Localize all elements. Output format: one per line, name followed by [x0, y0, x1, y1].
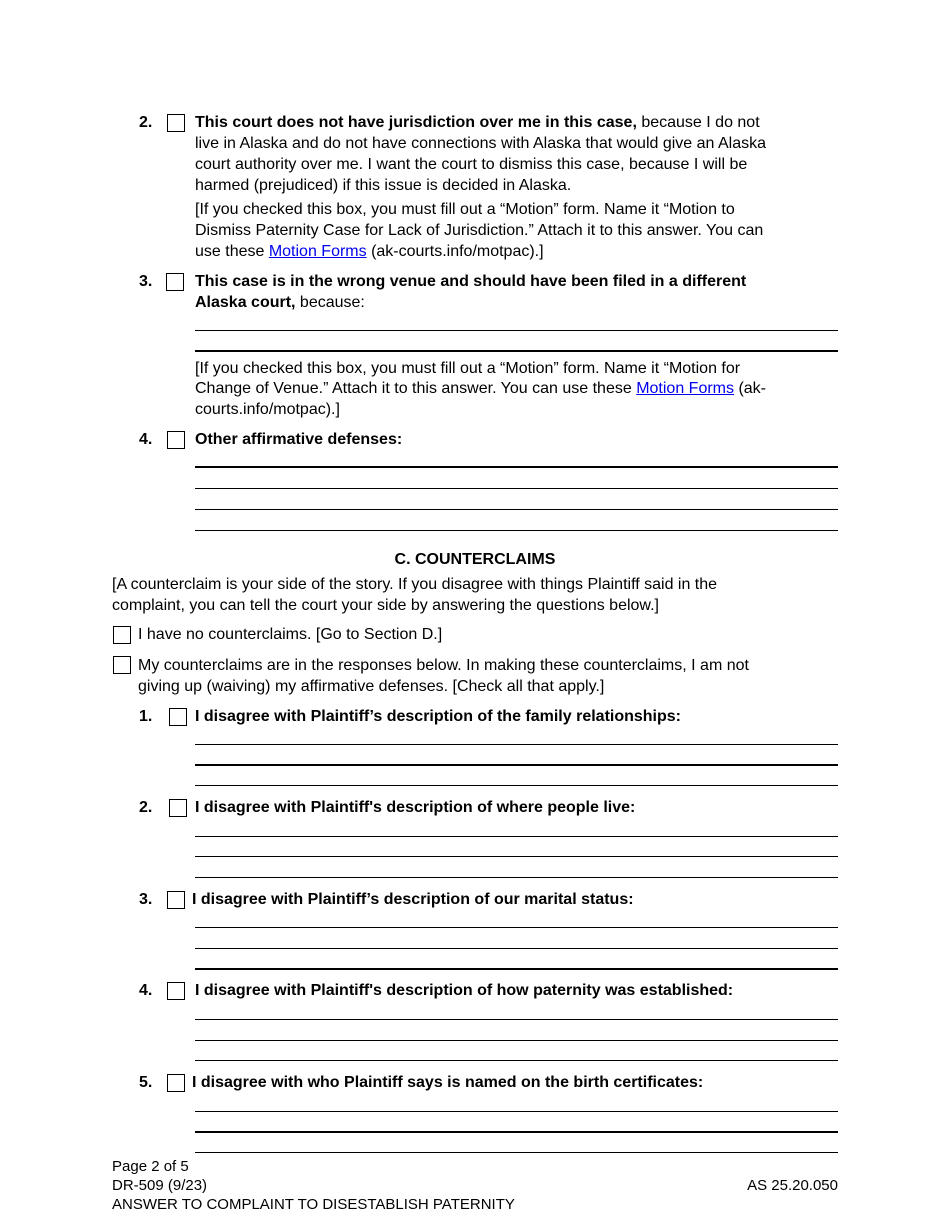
- answer-line[interactable]: [195, 1131, 838, 1133]
- statute-reference: AS 25.20.050: [747, 1177, 838, 1194]
- answer-line[interactable]: [195, 1040, 838, 1041]
- answer-line[interactable]: [195, 1111, 838, 1112]
- text-line: because I do not: [636, 114, 760, 131]
- jurisdiction-bold: This court does not have jurisdiction over me in this case,: [195, 114, 637, 131]
- form-number: DR-509 (9/23): [112, 1177, 208, 1194]
- note-line: [195, 241, 544, 262]
- page-number: Page 2 of 5: [112, 1158, 189, 1175]
- my-counterclaims-label: giving up (waiving) my affirmative defenses. [Check all that apply.]: [138, 678, 605, 695]
- answer-line[interactable]: [195, 968, 838, 970]
- item-number: 2.: [139, 114, 153, 131]
- item-number: 1.: [139, 708, 153, 725]
- text-line: court authority over me. I want the court to dismiss this case, because I will be: [195, 156, 748, 173]
- my-counterclaims-label: My counterclaims are in the responses below. In making these counterclaims, I am not: [138, 657, 749, 674]
- answer-line[interactable]: [195, 948, 838, 949]
- answer-line[interactable]: [195, 1019, 838, 1020]
- no-counterclaims-checkbox[interactable]: [113, 626, 131, 644]
- answer-line[interactable]: [195, 530, 838, 531]
- answer-line[interactable]: [195, 856, 838, 857]
- counterclaim-checkbox[interactable]: [169, 799, 187, 817]
- note-line: Dismiss Paternity Case for Lack of Jurisdiction.” Attach it to this answer. You can: [195, 222, 764, 239]
- note-text: Change of Venue.” Attach it to this answer. You can use these: [195, 380, 637, 397]
- my-counterclaims-checkbox[interactable]: [113, 656, 131, 674]
- other-defenses-label: Other affirmative defenses:: [195, 431, 403, 448]
- counterclaim-label: I disagree with Plaintiff’s description of the family relationships:: [195, 708, 681, 725]
- venue-text: [195, 292, 365, 313]
- answer-line[interactable]: [195, 785, 838, 786]
- counterclaim-checkbox[interactable]: [167, 1074, 185, 1092]
- counterclaim-label: I disagree with Plaintiff's description of how paternity was established:: [195, 982, 734, 999]
- text-line: harmed (prejudiced) if this issue is decided in Alaska.: [195, 177, 572, 194]
- counterclaim-label: I disagree with Plaintiff’s description of our marital status:: [192, 891, 634, 908]
- counterclaim-checkbox[interactable]: [167, 982, 185, 1000]
- no-counterclaims-label: I have no counterclaims. [Go to Section D.]: [138, 626, 443, 643]
- intro-line: complaint, you can tell the court your side by answering the questions below.]: [112, 597, 659, 614]
- note-text: (ak-: [734, 380, 766, 397]
- answer-line[interactable]: [195, 466, 838, 468]
- venue-checkbox[interactable]: [166, 273, 184, 291]
- note-text: (ak-courts.info/motpac).]: [366, 243, 544, 260]
- answer-line[interactable]: [195, 836, 838, 837]
- item-number: 2.: [139, 799, 153, 816]
- section-heading: C. COUNTERCLAIMS: [394, 551, 556, 568]
- item-number: 3.: [139, 891, 153, 908]
- intro-line: [A counterclaim is your side of the story. If you disagree with things Plaintiff said in the: [112, 576, 718, 593]
- venue-bold: Alaska court,: [195, 294, 296, 311]
- counterclaim-checkbox[interactable]: [169, 708, 187, 726]
- venue-rest: because:: [295, 294, 365, 311]
- jurisdiction-text: [195, 112, 760, 133]
- motion-forms-link[interactable]: Motion Forms: [268, 243, 367, 260]
- answer-line[interactable]: [195, 764, 838, 766]
- jurisdiction-checkbox[interactable]: [167, 114, 185, 132]
- other-defenses-checkbox[interactable]: [167, 431, 185, 449]
- note-line: [195, 378, 766, 399]
- answer-line[interactable]: [195, 877, 838, 878]
- text-line: live in Alaska and do not have connections with Alaska that would give an Alaska: [195, 135, 767, 152]
- item-number: 4.: [139, 431, 153, 448]
- counterclaim-label: I disagree with Plaintiff's description of where people live:: [195, 799, 636, 816]
- counterclaim-checkbox[interactable]: [167, 891, 185, 909]
- answer-line[interactable]: [195, 488, 838, 489]
- counterclaim-label: I disagree with who Plaintiff says is named on the birth certificates:: [192, 1074, 704, 1091]
- note-text: use these: [195, 243, 269, 260]
- venue-bold: This case is in the wrong venue and should have been filed in a different: [195, 273, 747, 290]
- answer-line[interactable]: [195, 1152, 838, 1153]
- motion-forms-link[interactable]: Motion Forms: [636, 380, 734, 397]
- form-title: ANSWER TO COMPLAINT TO DISESTABLISH PATERNITY: [112, 1196, 515, 1213]
- note-line: [If you checked this box, you must fill out a “Motion” form. Name it “Motion to: [195, 201, 735, 218]
- answer-line[interactable]: [195, 350, 838, 352]
- answer-line[interactable]: [195, 927, 838, 928]
- note-line: courts.info/motpac).]: [195, 401, 340, 418]
- item-number: 4.: [139, 982, 153, 999]
- item-number: 5.: [139, 1074, 153, 1091]
- item-number: 3.: [139, 273, 153, 290]
- answer-line[interactable]: [195, 744, 838, 745]
- answer-line[interactable]: [195, 330, 838, 331]
- answer-line[interactable]: [195, 1060, 838, 1061]
- answer-line[interactable]: [195, 509, 838, 510]
- note-line: [If you checked this box, you must fill out a “Motion” form. Name it “Motion for: [195, 360, 741, 377]
